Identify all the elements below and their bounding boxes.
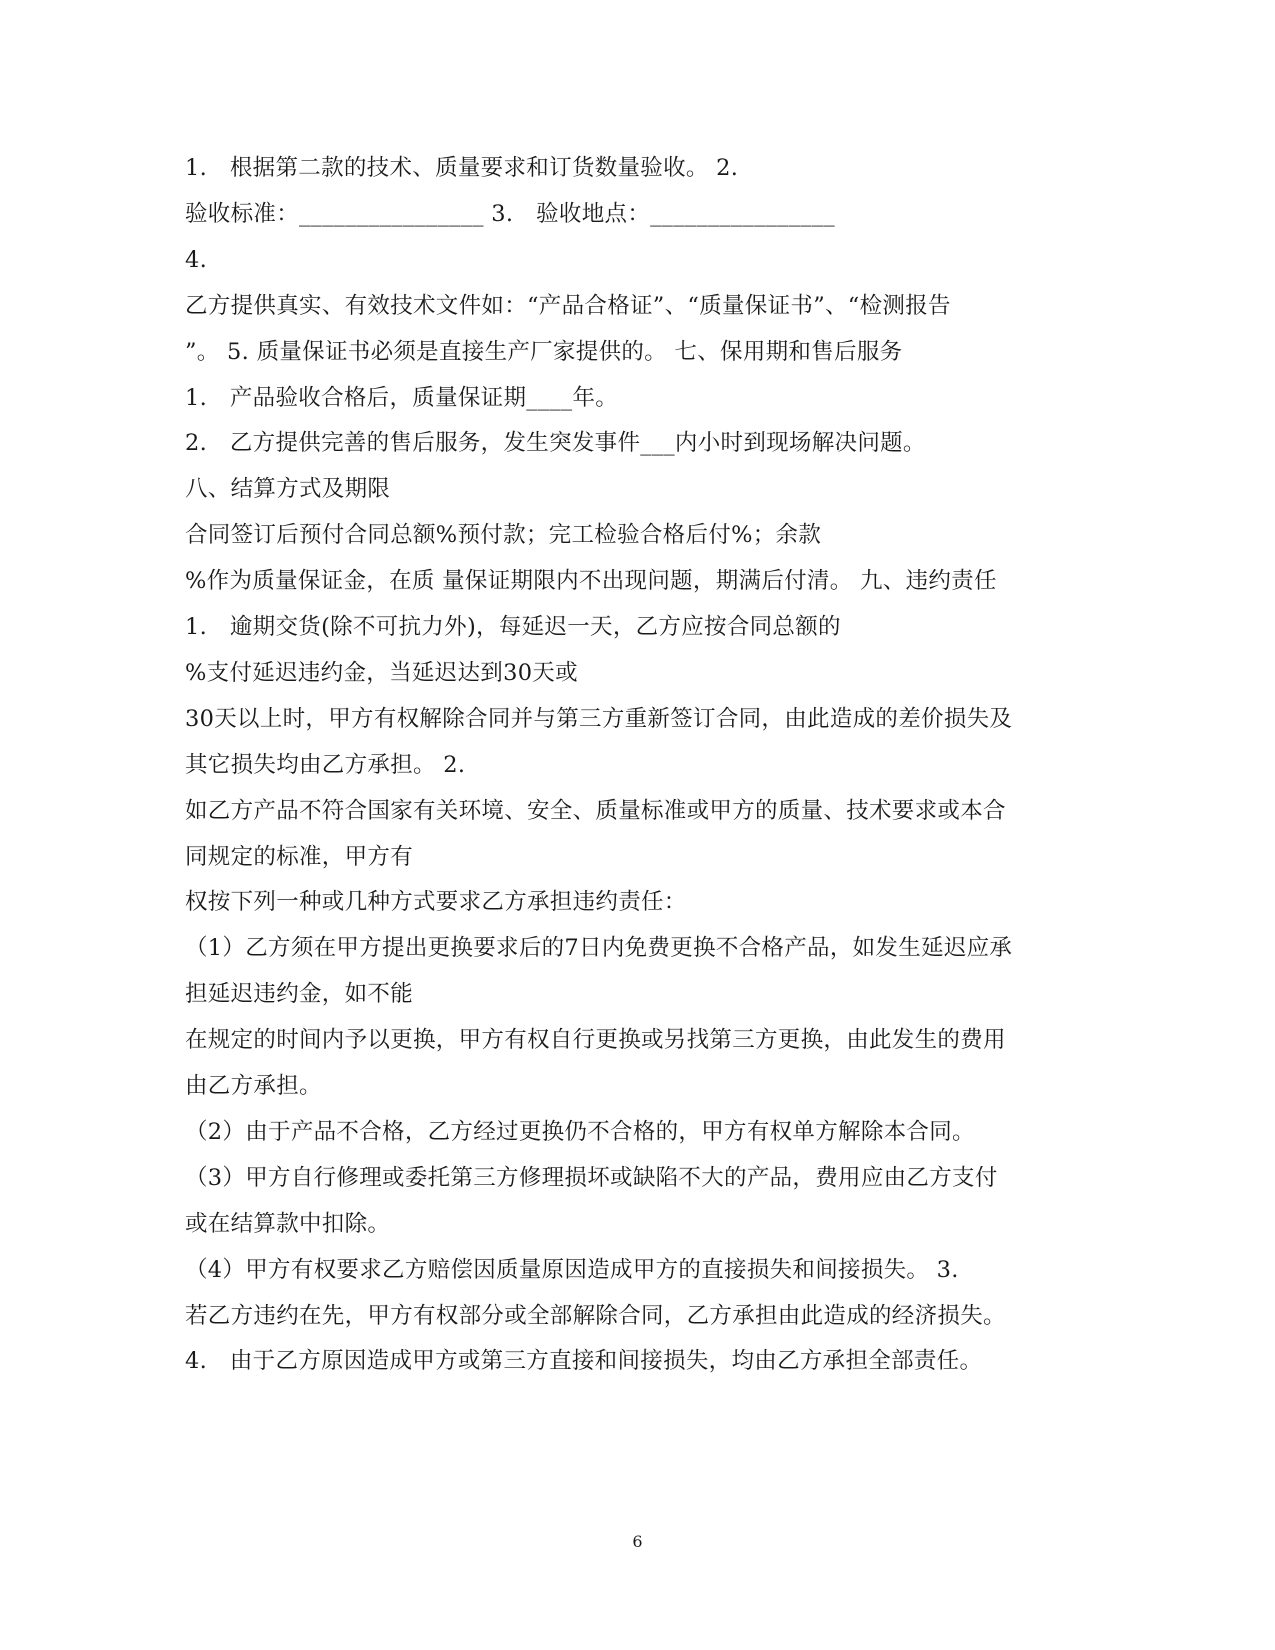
text-line: %支付延迟违约金，当延迟达到30天或 — [185, 659, 578, 686]
text-line: 1. 逾期交货(除不可抗力外)，每延迟一天，乙方应按合同总额的 — [185, 614, 841, 640]
text-line: 4. — [185, 246, 208, 273]
text-line: 1. 根据第二款的技术、质量要求和订货数量验收。 2. — [185, 155, 739, 181]
text-line: （3）甲方自行修理或委托第三方修理损坏或缺陷不大的产品，费用应由乙方支付 — [185, 1164, 998, 1191]
text-line: 在规定的时间内予以更换，甲方有权自行更换或另找第三方更换，由此发生的费用 — [185, 1027, 1006, 1054]
text-line: 若乙方违约在先，甲方有权部分或全部解除合同，乙方承担由此造成的经济损失。 — [185, 1302, 1006, 1329]
text-line: 合同签订后预付合同总额%预付款；完工检验合格后付%；余款 — [185, 522, 822, 549]
text-line: 权按下列一种或几种方式要求乙方承担违约责任： — [185, 889, 687, 916]
text-line: %作为质量保证金，在质 量保证期限内不出现问题，期满后付清。 九、违约责任 — [185, 568, 997, 595]
text-line: 30天以上时，甲方有权解除合同并与第三方重新签订合同，由此造成的差价损失及 — [185, 705, 1013, 732]
text-line: 或在结算款中扣除。 — [185, 1210, 391, 1237]
text-line: （4）甲方有权要求乙方赔偿因质量原因造成甲方的直接损失和间接损失。 3. — [185, 1256, 959, 1283]
text-line: 同规定的标准，甲方有 — [185, 843, 414, 870]
text-line: ”。 5. 质量保证书必须是直接生产厂家提供的。 七、保用期和售后服务 — [185, 338, 903, 365]
text-line: 担延迟违约金，如不能 — [185, 981, 414, 1008]
text-line: （1）乙方须在甲方提出更换要求后的7日内免费更换不合格产品，如发生延迟应承 — [185, 935, 1013, 962]
text-line: 4. 由于乙方原因造成甲方或第三方直接和间接损失，均由乙方承担全部责任。 — [185, 1348, 983, 1375]
text-line: 其它损失均由乙方承担。 2. — [185, 751, 466, 778]
text-line: 2. 乙方提供完善的售后服务，发生突发事件___内小时到现场解决问题。 — [185, 430, 926, 457]
text-line: 八、结算方式及期限 — [185, 476, 391, 503]
page-number: 6 — [632, 1532, 643, 1551]
text-line: （2）由于产品不合格，乙方经过更换仍不合格的，甲方有权单方解除本合同。 — [185, 1118, 975, 1145]
text-line: 1. 产品验收合格后，质量保证期____年。 — [185, 384, 619, 411]
text-line: 由乙方承担。 — [185, 1073, 322, 1099]
text-line: 乙方提供真实、有效技术文件如：“产品合格证”、“质量保证书”、“检测报告 — [185, 292, 951, 319]
text-line: 验收标准：________________ 3. 验收地点：________________ — [185, 200, 835, 227]
text-line: 如乙方产品不符合国家有关环境、安全、质量标准或甲方的质量、技术要求或本合 — [185, 797, 1006, 824]
